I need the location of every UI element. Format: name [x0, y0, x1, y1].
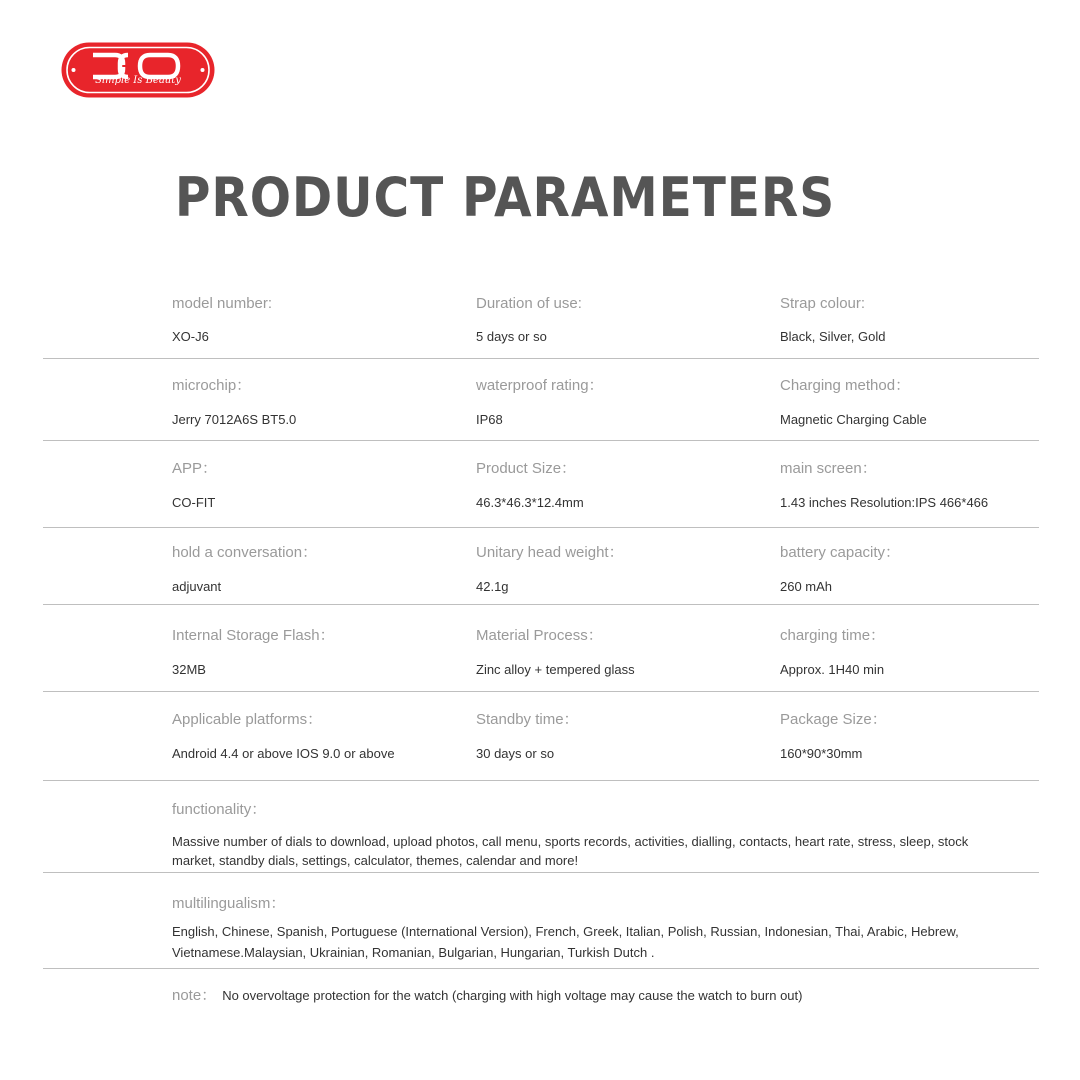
param-value: Black, Silver, Gold	[780, 329, 886, 344]
param-label: Applicable platforms：	[172, 711, 323, 728]
param-model-number	[172, 295, 272, 344]
param-label: Strap colour:	[780, 295, 866, 312]
param-package-size	[780, 708, 887, 761]
param-functionality	[172, 798, 1012, 870]
param-main-screen	[780, 457, 988, 510]
param-duration-of-use	[476, 295, 582, 344]
param-value: CO-FIT	[172, 495, 216, 510]
param-unitary-head-weight	[476, 541, 624, 594]
row-divider	[43, 604, 1039, 605]
param-value: 160*90*30mm	[780, 746, 863, 761]
param-value: 5 days or so	[476, 329, 547, 344]
param-strap-colour	[780, 295, 886, 344]
param-value: 42.1g	[476, 579, 509, 594]
row-divider	[43, 968, 1039, 969]
row-divider	[43, 358, 1039, 359]
param-value: adjuvant	[172, 579, 222, 594]
param-label: model number:	[172, 295, 273, 312]
param-microchip	[172, 374, 296, 427]
param-label: Internal Storage Flash：	[172, 627, 335, 644]
param-label: Standby time：	[476, 711, 579, 728]
note-label: note：	[172, 987, 217, 1004]
param-value: Massive number of dials to download, upload photos, call menu, sports records, activities, dialling, contacts, heart rate, stress, sleep, stock market, standby dials, settings, calculator, themes, calendar and more!	[172, 834, 969, 868]
param-label: Unitary head weight：	[476, 544, 624, 561]
note-text: No overvoltage protection for the watch (charging with high voltage may cause the watch to burn out)	[222, 988, 803, 1003]
param-label: battery capacity：	[780, 544, 901, 561]
param-label: functionality：	[172, 801, 267, 818]
param-waterproof-rating	[476, 374, 604, 427]
param-label: Duration of use:	[476, 295, 582, 312]
row-divider	[43, 440, 1039, 441]
row-divider	[43, 780, 1039, 781]
param-label: main screen：	[780, 460, 877, 477]
brand-logo	[60, 41, 216, 99]
param-value: Approx. 1H40 min	[780, 662, 885, 677]
param-product-size	[476, 457, 584, 510]
param-value: 30 days or so	[476, 746, 555, 761]
param-label: multilingualism：	[172, 895, 286, 912]
param-value: XO-J6	[172, 329, 209, 344]
param-value: Zinc alloy + tempered glass	[476, 662, 635, 677]
param-material-process	[476, 624, 635, 677]
param-applicable-platforms	[172, 708, 395, 761]
page-title: PRODUCT PARAMETERS	[174, 166, 836, 229]
param-value: English, Chinese, Spanish, Portuguese (International Version), French, Greek, Italian, Polish, Russian, Indonesian, Thai, Arabic, Hebrew, Vietnamese.Malaysian, Ukrainian, Romanian, Bulgarian, Hungarian, Turkish Dutch .	[172, 924, 959, 960]
param-label: Product Size：	[476, 460, 577, 477]
param-value: Android 4.4 or above IOS 9.0 or above	[172, 746, 395, 761]
param-charging-method	[780, 374, 927, 427]
param-battery-capacity	[780, 541, 900, 594]
row-divider	[43, 691, 1039, 692]
param-value: 32MB	[172, 662, 206, 677]
param-label: microchip：	[172, 377, 252, 394]
param-hold-a-conversation	[172, 541, 317, 594]
param-label: charging time：	[780, 627, 886, 644]
param-value: 1.43 inches Resolution:IPS 466*466	[780, 495, 989, 510]
param-value: IP68	[476, 412, 503, 427]
param-label: Material Process：	[476, 627, 603, 644]
param-multilingualism	[172, 892, 1012, 963]
param-value: Jerry 7012A6S BT5.0	[172, 412, 297, 427]
param-value: 260 mAh	[780, 579, 833, 594]
param-app	[172, 457, 217, 510]
brand-tagline: Simple Is Beauty	[95, 75, 181, 86]
param-label: Package Size：	[780, 711, 887, 728]
param-label: Charging method：	[780, 377, 911, 394]
param-standby-time	[476, 708, 579, 761]
row-divider	[43, 527, 1039, 528]
param-label: APP：	[172, 460, 218, 477]
param-label: waterproof rating：	[476, 377, 604, 394]
param-value: Magnetic Charging Cable	[780, 412, 927, 427]
row-divider	[43, 872, 1039, 873]
param-charging-time	[780, 624, 885, 677]
param-internal-storage-flash	[172, 624, 335, 677]
footnote	[172, 984, 802, 1005]
param-value: 46.3*46.3*12.4mm	[476, 495, 584, 510]
param-label: hold a conversation：	[172, 544, 318, 561]
